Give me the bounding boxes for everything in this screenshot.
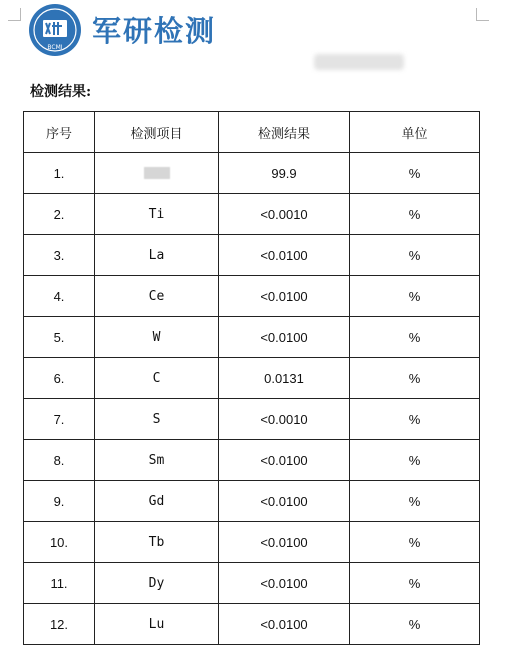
row-result: <0.0100 — [219, 235, 350, 276]
table-row — [24, 317, 480, 358]
column-header-number: 序号 — [24, 112, 95, 153]
table-row — [24, 194, 480, 235]
table-row — [24, 399, 480, 440]
row-item: Ce — [95, 276, 219, 317]
row-item: W — [95, 317, 219, 358]
row-item: Lu — [95, 604, 219, 645]
row-item: Dy — [95, 563, 219, 604]
row-number: 2. — [24, 194, 95, 235]
section-title: 检测结果: — [30, 84, 92, 100]
row-number: 12. — [24, 604, 95, 645]
table-row — [24, 604, 480, 645]
row-result: <0.0100 — [219, 317, 350, 358]
row-number: 1. — [24, 153, 95, 194]
table-row — [24, 522, 480, 563]
document-header — [0, 0, 515, 60]
row-unit: % — [350, 440, 480, 481]
row-unit: % — [350, 153, 480, 194]
column-header-unit: 单位 — [350, 112, 480, 153]
row-result: <0.0010 — [219, 194, 350, 235]
row-number: 10. — [24, 522, 95, 563]
table-row — [24, 563, 480, 604]
row-unit: % — [350, 522, 480, 563]
table-row — [24, 358, 480, 399]
table-row — [24, 276, 480, 317]
row-number: 3. — [24, 235, 95, 276]
row-result: <0.0100 — [219, 604, 350, 645]
row-result: <0.0100 — [219, 481, 350, 522]
row-unit: % — [350, 604, 480, 645]
table-row — [24, 481, 480, 522]
column-header-result: 检测结果 — [219, 112, 350, 153]
row-item — [95, 153, 219, 194]
brand-name: 军研检测 — [92, 14, 217, 48]
row-result: <0.0010 — [219, 399, 350, 440]
row-unit: % — [350, 317, 480, 358]
bcmi-seal-logo-icon — [28, 3, 82, 57]
row-item: Ti — [95, 194, 219, 235]
row-result: 99.9 — [219, 153, 350, 194]
row-result: <0.0100 — [219, 522, 350, 563]
row-result: 0.0131 — [219, 358, 350, 399]
row-item: Tb — [95, 522, 219, 563]
column-header-item: 检测项目 — [95, 112, 219, 153]
row-unit: % — [350, 276, 480, 317]
row-result: <0.0100 — [219, 440, 350, 481]
row-item: Sm — [95, 440, 219, 481]
row-item: S — [95, 399, 219, 440]
row-number: 4. — [24, 276, 95, 317]
row-number: 6. — [24, 358, 95, 399]
row-number: 8. — [24, 440, 95, 481]
row-item: La — [95, 235, 219, 276]
row-number: 9. — [24, 481, 95, 522]
redacted-header-text — [314, 54, 404, 70]
table-row — [24, 153, 480, 194]
row-unit: % — [350, 399, 480, 440]
row-number: 5. — [24, 317, 95, 358]
table-header-row — [24, 112, 480, 153]
row-result: <0.0100 — [219, 276, 350, 317]
row-unit: % — [350, 563, 480, 604]
table-row — [24, 440, 480, 481]
results-table — [23, 111, 480, 645]
crop-mark-top-left — [8, 8, 21, 21]
row-unit: % — [350, 235, 480, 276]
crop-mark-top-right — [476, 8, 489, 21]
redacted-item — [144, 167, 170, 179]
row-item: C — [95, 358, 219, 399]
row-unit: % — [350, 358, 480, 399]
row-unit: % — [350, 194, 480, 235]
row-number: 7. — [24, 399, 95, 440]
row-result: <0.0100 — [219, 563, 350, 604]
table-row — [24, 235, 480, 276]
logo-text: BCMI — [47, 44, 63, 51]
row-number: 11. — [24, 563, 95, 604]
row-item: Gd — [95, 481, 219, 522]
row-unit: % — [350, 481, 480, 522]
